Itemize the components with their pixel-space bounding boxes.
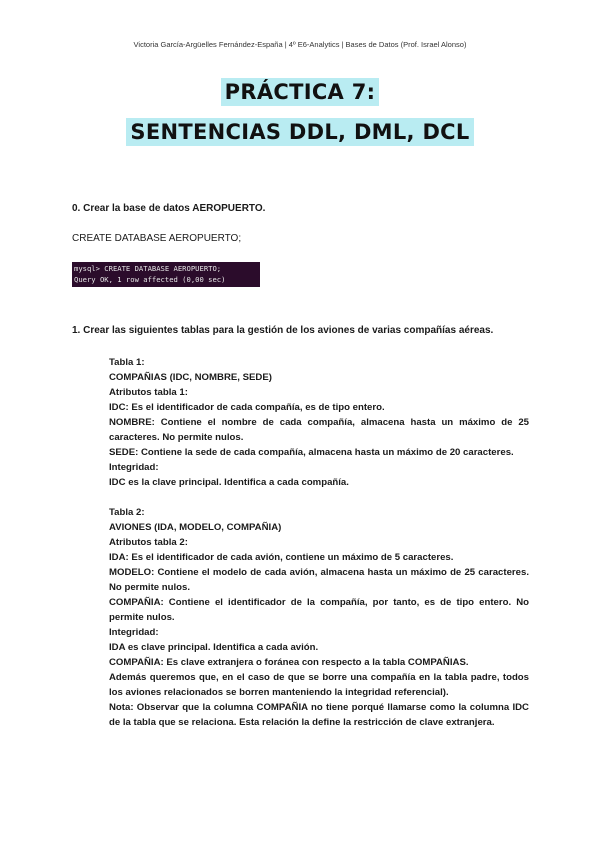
tabla2-ida: IDA: Es el identificador de cada avión, contiene un máximo de 5 caracteres. [109, 552, 454, 563]
title-line-2 [0, 120, 600, 144]
tabla1-name: COMPAÑIAS (IDC, NOMBRE, SEDE) [109, 372, 272, 383]
tabla2-integ-label: Integridad: [109, 627, 159, 638]
page-header: Victoria García-Argüelles Fernández-España | 4º E6-Analytics | Bases de Datos (Prof. Israel Alonso) [133, 40, 467, 49]
tabla1-sede: SEDE: Contiene la sede de cada compañía, almacena hasta un máximo de 20 caracteres. [109, 447, 514, 458]
tabla2-name: AVIONES (IDA, MODELO, COMPAÑIA) [109, 522, 282, 533]
tabla2-fk: COMPAÑIA: Es clave extranjera o foránea con respecto a la tabla COMPAÑIAS. [109, 657, 469, 668]
terminal-line-2: Query OK, 1 row affected (0,00 sec) [74, 275, 226, 284]
create-statement: CREATE DATABASE AEROPUERTO; [72, 233, 242, 244]
tabla1-integ: IDC es la clave principal. Identifica a cada compañía. [109, 477, 349, 488]
section-1-heading: 1. Crear las siguientes tablas para la gestión de los aviones de varias compañías aéreas. [72, 325, 494, 336]
tabla2-integ: IDA es clave principal. Identifica a cada avión. [109, 642, 319, 653]
terminal-screenshot [72, 262, 260, 287]
tabla1-attrs-label: Atributos tabla 1: [109, 387, 188, 398]
tabla1-label: Tabla 1: [109, 357, 145, 368]
section-0-heading: 0. Crear la base de datos AEROPUERTO. [72, 203, 266, 214]
terminal-line-1: mysql> CREATE DATABASE AEROPUERTO; [74, 264, 222, 273]
tabla2-compania: COMPAÑIA: Contiene el identificador de la compañía, por tanto, es de tipo entero. No permite nulos. [109, 597, 529, 623]
tabla2-modelo: MODELO: Contiene el modelo de cada avión, almacena hasta un máximo de 25 caracteres. No permite nulos. [109, 567, 529, 593]
tabla2-attrs-label: Atributos tabla 2: [109, 537, 188, 548]
title-line-1 [0, 80, 600, 104]
title-practica: PRÁCTICA 7: [221, 78, 380, 106]
tabla2-nota: Nota: Observar que la columna COMPAÑIA no tiene porqué llamarse como la columna IDC de la tabla que se relaciona. Esta relación la define la restricción de clave extranjera. [109, 702, 529, 728]
tabla1-nombre: NOMBRE: Contiene el nombre de cada compañía, almacena hasta un máximo de 25 caracteres. No permite nulos. [109, 417, 529, 443]
tabla1-integ-label: Integridad: [109, 462, 159, 473]
tabla2-label: Tabla 2: [109, 507, 145, 518]
tabla2-ademas: Además queremos que, en el caso de que se borre una compañía en la tabla padre, todos los aviones relacionados se borren manteniendo la integridad referencial). [109, 672, 529, 698]
title-sentencias: SENTENCIAS DDL, DML, DCL [126, 118, 473, 146]
tables-block [109, 355, 529, 730]
tabla1-idc: IDC: Es el identificador de cada compañía, es de tipo entero. [109, 402, 385, 413]
